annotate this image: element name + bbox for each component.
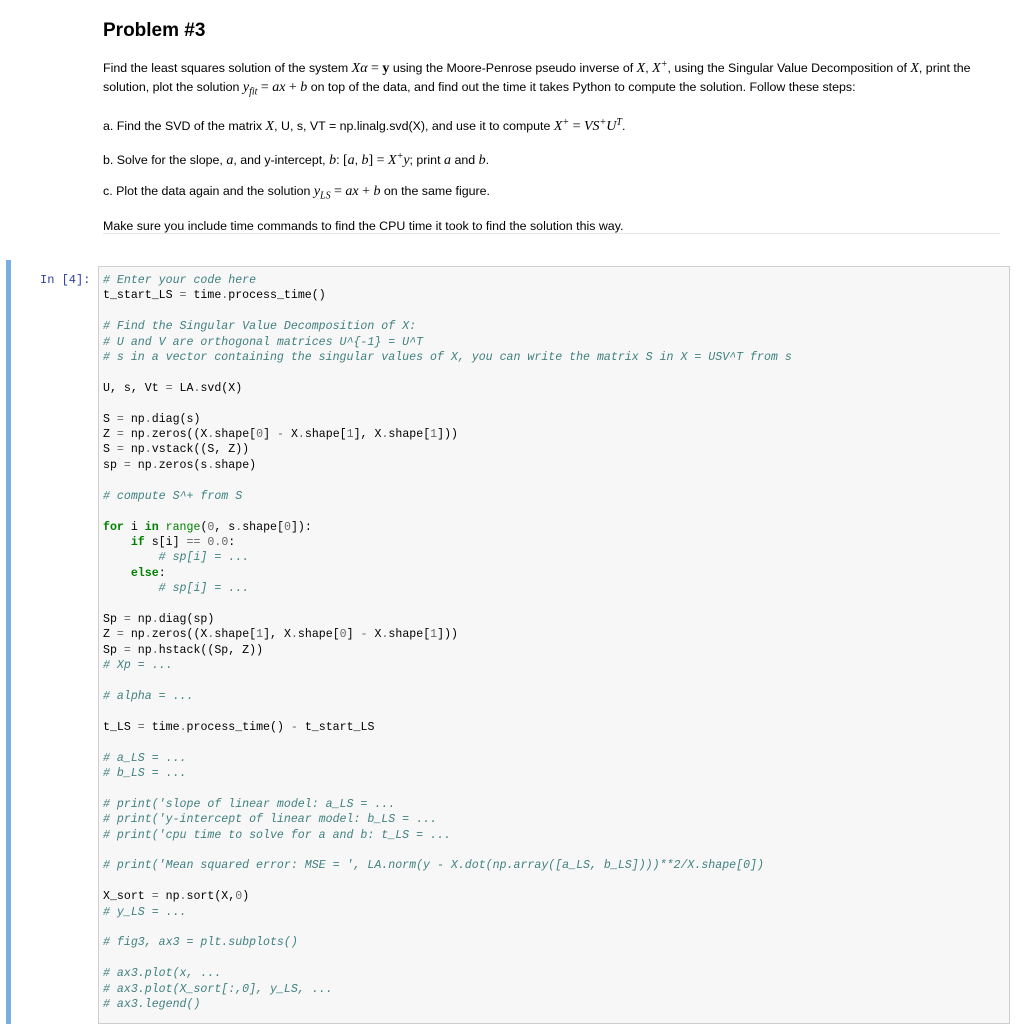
step-b: b. Solve for the slope, a, and y-intercept, b: [a, b] = X+y; print a and b. — [103, 150, 490, 168]
note-text: Make sure you include time commands to find the CPU time it took to find the solution this way. — [103, 219, 624, 234]
selected-cell-indicator — [6, 260, 11, 1024]
step-c: c. Plot the data again and the solution $y_{LS}$ = ax + b on the same figure. — [103, 183, 490, 202]
problem-title: Problem #3 — [103, 20, 206, 41]
code-text[interactable]: # Enter your code here t_start_LS = time.process_time() # Find the Singular Value Decomposition of X: # U and V are orthogonal matrices U^{-1} = U^T # s in a vector containing the singular values of X, you can write the matrix S in X = USV^T from s U, s, Vt = LA.svd(X) S = np.diag(s) Z = np.zeros((X.shape[0] - X.shape[1], X.shape[1])) S = np.vstack((S, Z)) sp = np.zeros(s.shape) # compute S^+ from S for i in range(0, s.shape[0]): if s[i] == 0.0: # sp[i] = ... else: # sp[i] = ... Sp = np.diag(sp) Z = np.zeros((X.shape[1], X.shape[0] - X.shape[1])) Sp = np.hstack((Sp, Z)) # Xp = ... # alpha = ... t_LS = time.process_time() - t_start_LS # a_LS = ... # b_LS = ... # print('slope of linear model: a_LS = ... # print('y-intercept of linear model: b_LS = ... # print('cpu time to solve for a and b: t_LS = ... # print('Mean squared error: MSE = ', LA.norm(y - X.dot(np.array([a_LS, b_LS])))**2/X.shape[0]) X_sort = np.sort(X,0) # y_LS = ... # fig3, ax3 = plt.subplots() # ax3.plot(x, ... # ax3.plot(X_sort[:,0], y_LS, ... # ax3.legend() — [103, 274, 792, 1012]
cell-prompt: In [4]: — [40, 273, 91, 287]
divider — [103, 233, 1000, 234]
markdown-cell — [103, 20, 1003, 235]
code-editor[interactable] — [98, 266, 1010, 1024]
problem-intro: Find the least squares solution of the system Xα = y using the Moore-Penrose pseudo inverse of X, X+, using the Singular Value Decomposition of X, print the solution, plot the solution $y_{fit}$ = ax + b on top of the data, and find out the time it takes Python to compute the solution. Follow these steps: — [103, 59, 971, 98]
step-a: a. Find the SVD of the matrix X, U, s, VT = np.linalg.svd(X), and use it to compute $X^+ = VS^+U^T$. — [103, 116, 626, 134]
